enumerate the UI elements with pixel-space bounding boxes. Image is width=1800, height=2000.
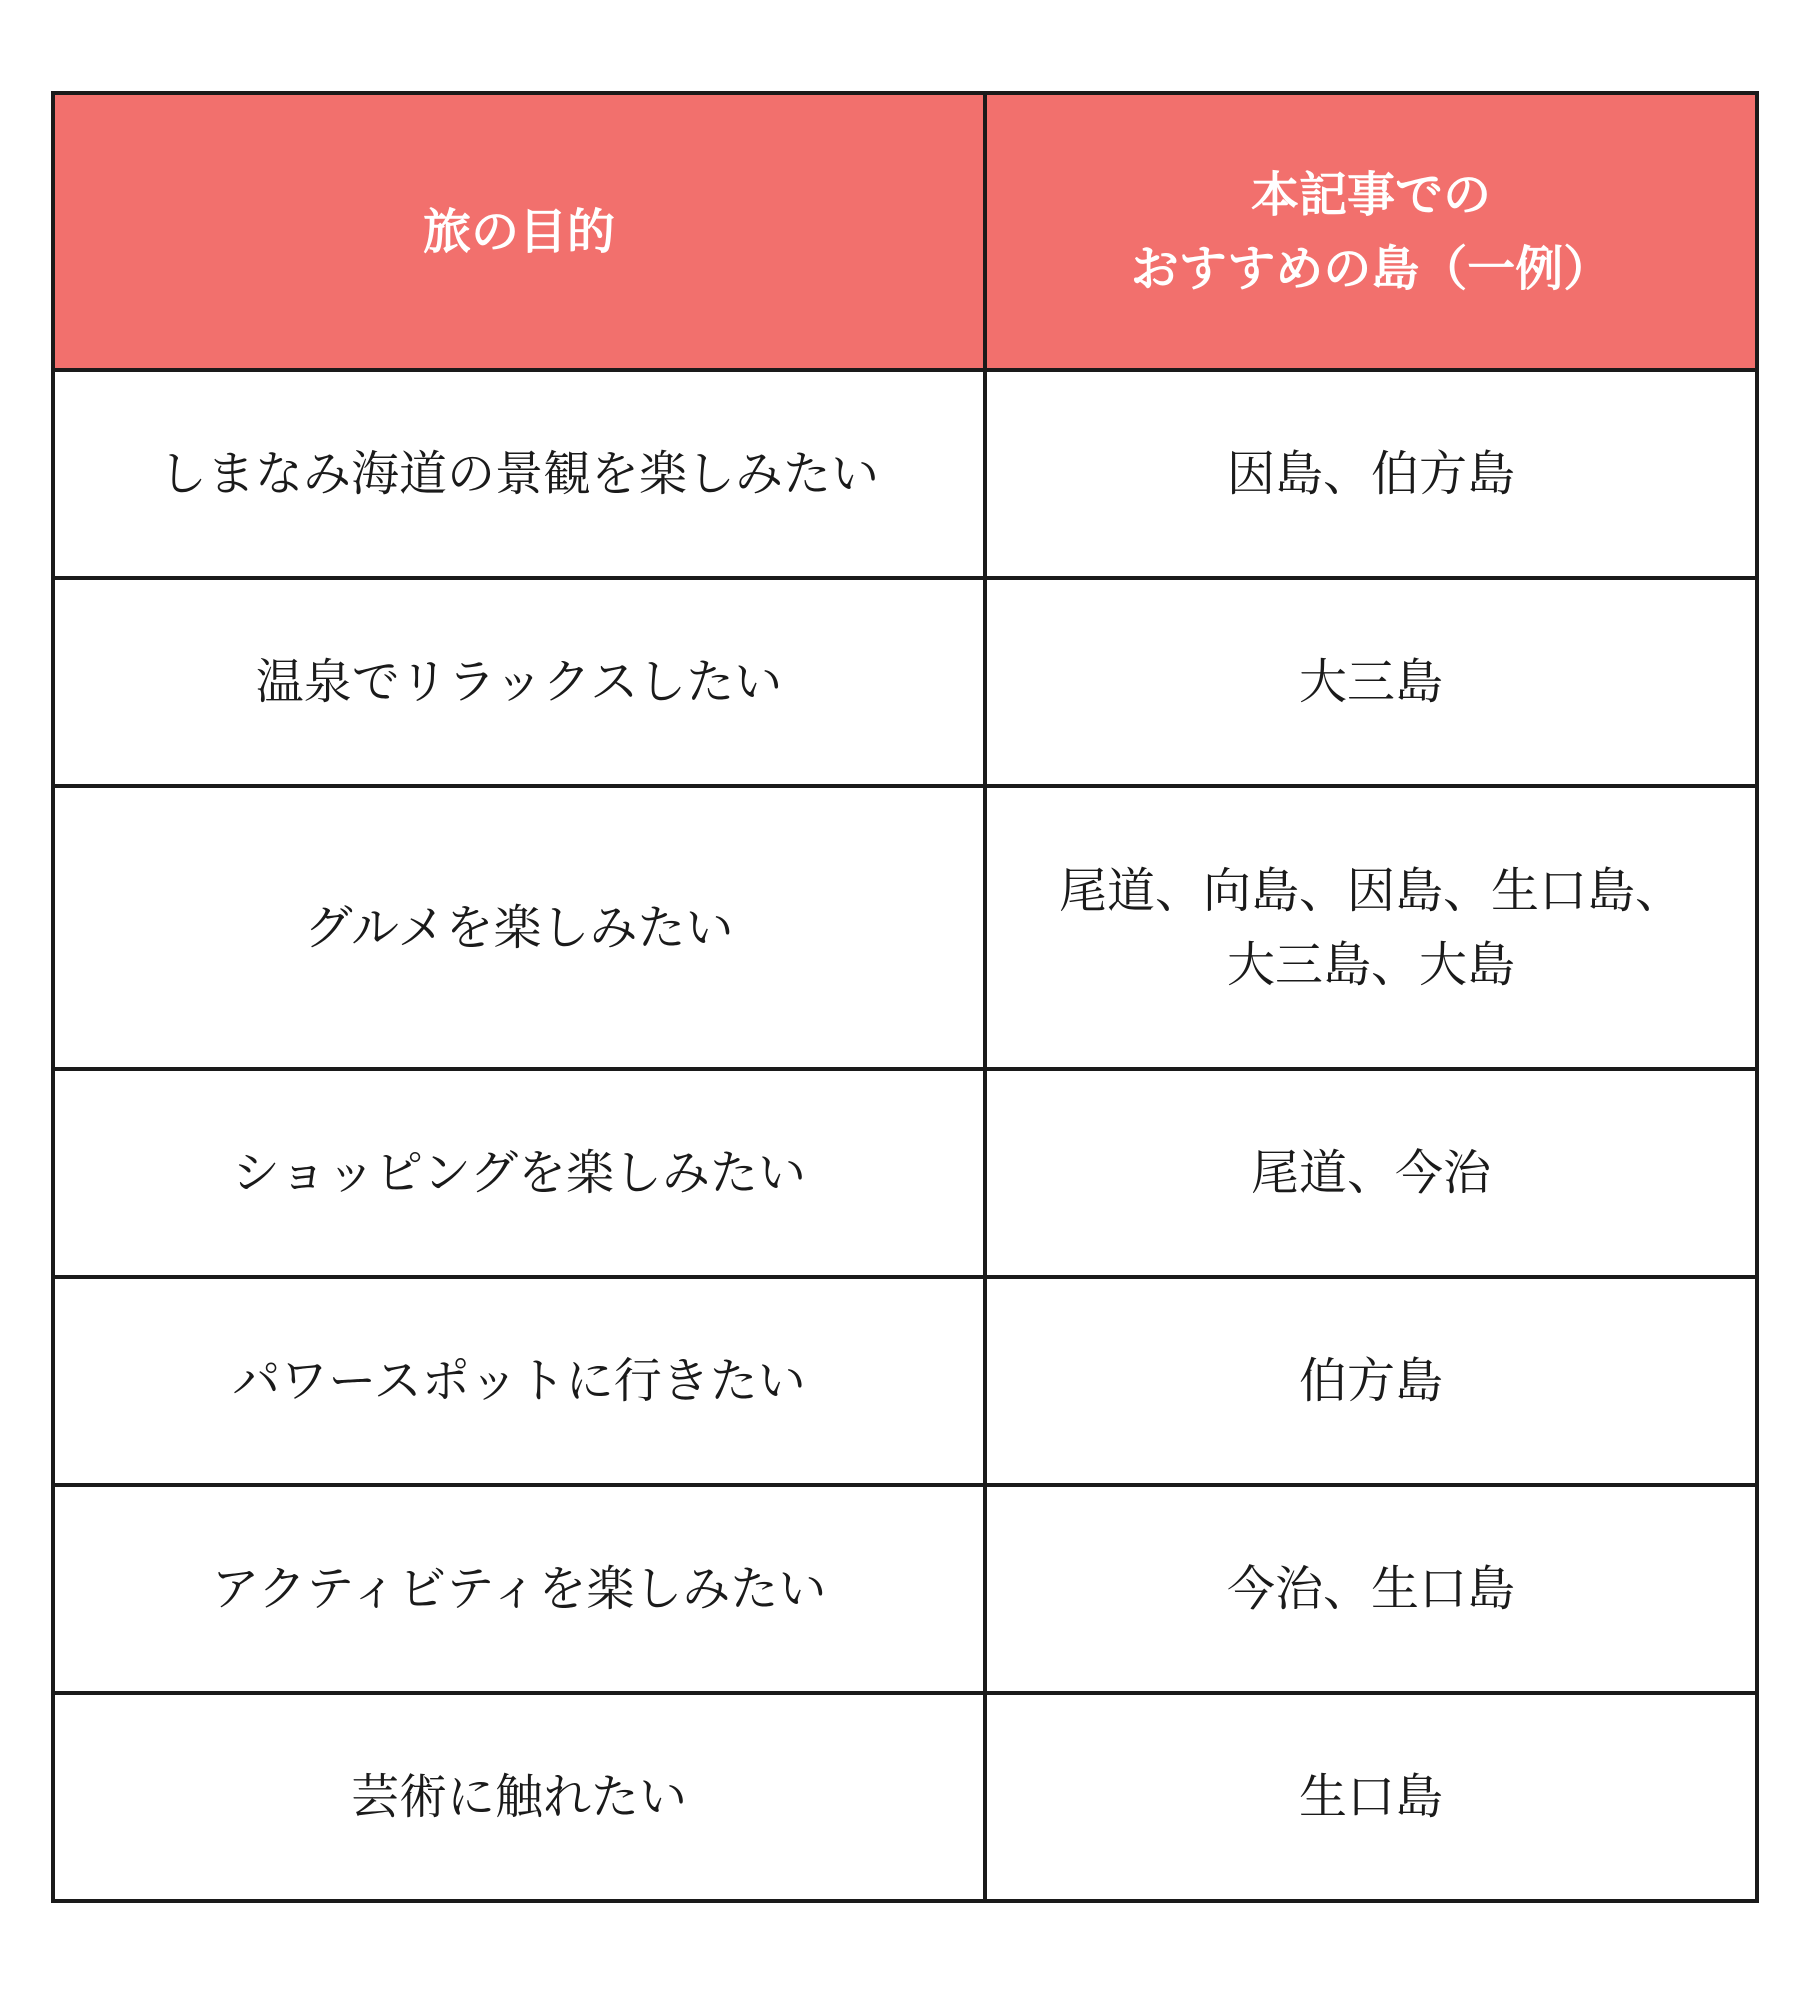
islands-text: 伯方島	[1298, 1353, 1443, 1409]
islands-cell	[985, 1693, 1757, 1901]
purpose-cell	[53, 1693, 985, 1901]
islands-text: 尾道、今治	[1250, 1145, 1491, 1201]
purpose-text: パワースポットに行きたい	[232, 1353, 806, 1409]
purpose-cell	[53, 370, 985, 578]
islands-cell	[985, 370, 1757, 578]
header-purpose-label: 旅の目的	[422, 203, 615, 260]
header-recommended-islands	[985, 93, 1757, 370]
islands-cell	[985, 1069, 1757, 1277]
islands-text-line2: 大三島、大島	[1226, 936, 1515, 993]
islands-cell	[985, 1485, 1757, 1693]
header-row	[53, 93, 1757, 370]
islands-text: 因島、伯方島	[1226, 446, 1515, 502]
purpose-cell	[53, 1069, 985, 1277]
purpose-cell	[53, 578, 985, 786]
islands-text-line1: 尾道、向島、因島、生口島、	[1058, 862, 1683, 919]
table-row	[53, 1277, 1757, 1485]
purpose-text: アクティビティを楽しみたい	[211, 1561, 827, 1617]
travel-purpose-table	[51, 91, 1759, 1903]
purpose-text: しまなみ海道の景観を楽しみたい	[158, 446, 879, 502]
recommendation-table-container	[51, 91, 1755, 1903]
purpose-text: グルメを楽しみたい	[304, 899, 734, 956]
purpose-text: 芸術に触れたい	[350, 1769, 687, 1825]
table-row	[53, 578, 1757, 786]
table-header	[53, 93, 1757, 370]
table-row	[53, 786, 1757, 1069]
purpose-cell	[53, 1277, 985, 1485]
table-body	[53, 370, 1757, 1901]
table-row	[53, 1485, 1757, 1693]
islands-text: 今治、生口島	[1226, 1561, 1515, 1617]
islands-cell	[985, 786, 1757, 1069]
islands-text: 大三島	[1298, 654, 1443, 710]
header-purpose	[53, 93, 985, 370]
purpose-text: ショッピングを楽しみたい	[231, 1145, 807, 1201]
islands-text: 生口島	[1298, 1769, 1443, 1825]
purpose-cell	[53, 786, 985, 1069]
header-recommended-line2: おすすめの島（一例）	[1130, 240, 1612, 297]
islands-cell	[985, 1277, 1757, 1485]
table-row	[53, 1693, 1757, 1901]
table-row	[53, 370, 1757, 578]
purpose-text: 温泉でリラックスしたい	[255, 654, 783, 710]
header-recommended-line1: 本記事での	[1250, 166, 1491, 223]
islands-cell	[985, 578, 1757, 786]
purpose-cell	[53, 1485, 985, 1693]
table-row	[53, 1069, 1757, 1277]
